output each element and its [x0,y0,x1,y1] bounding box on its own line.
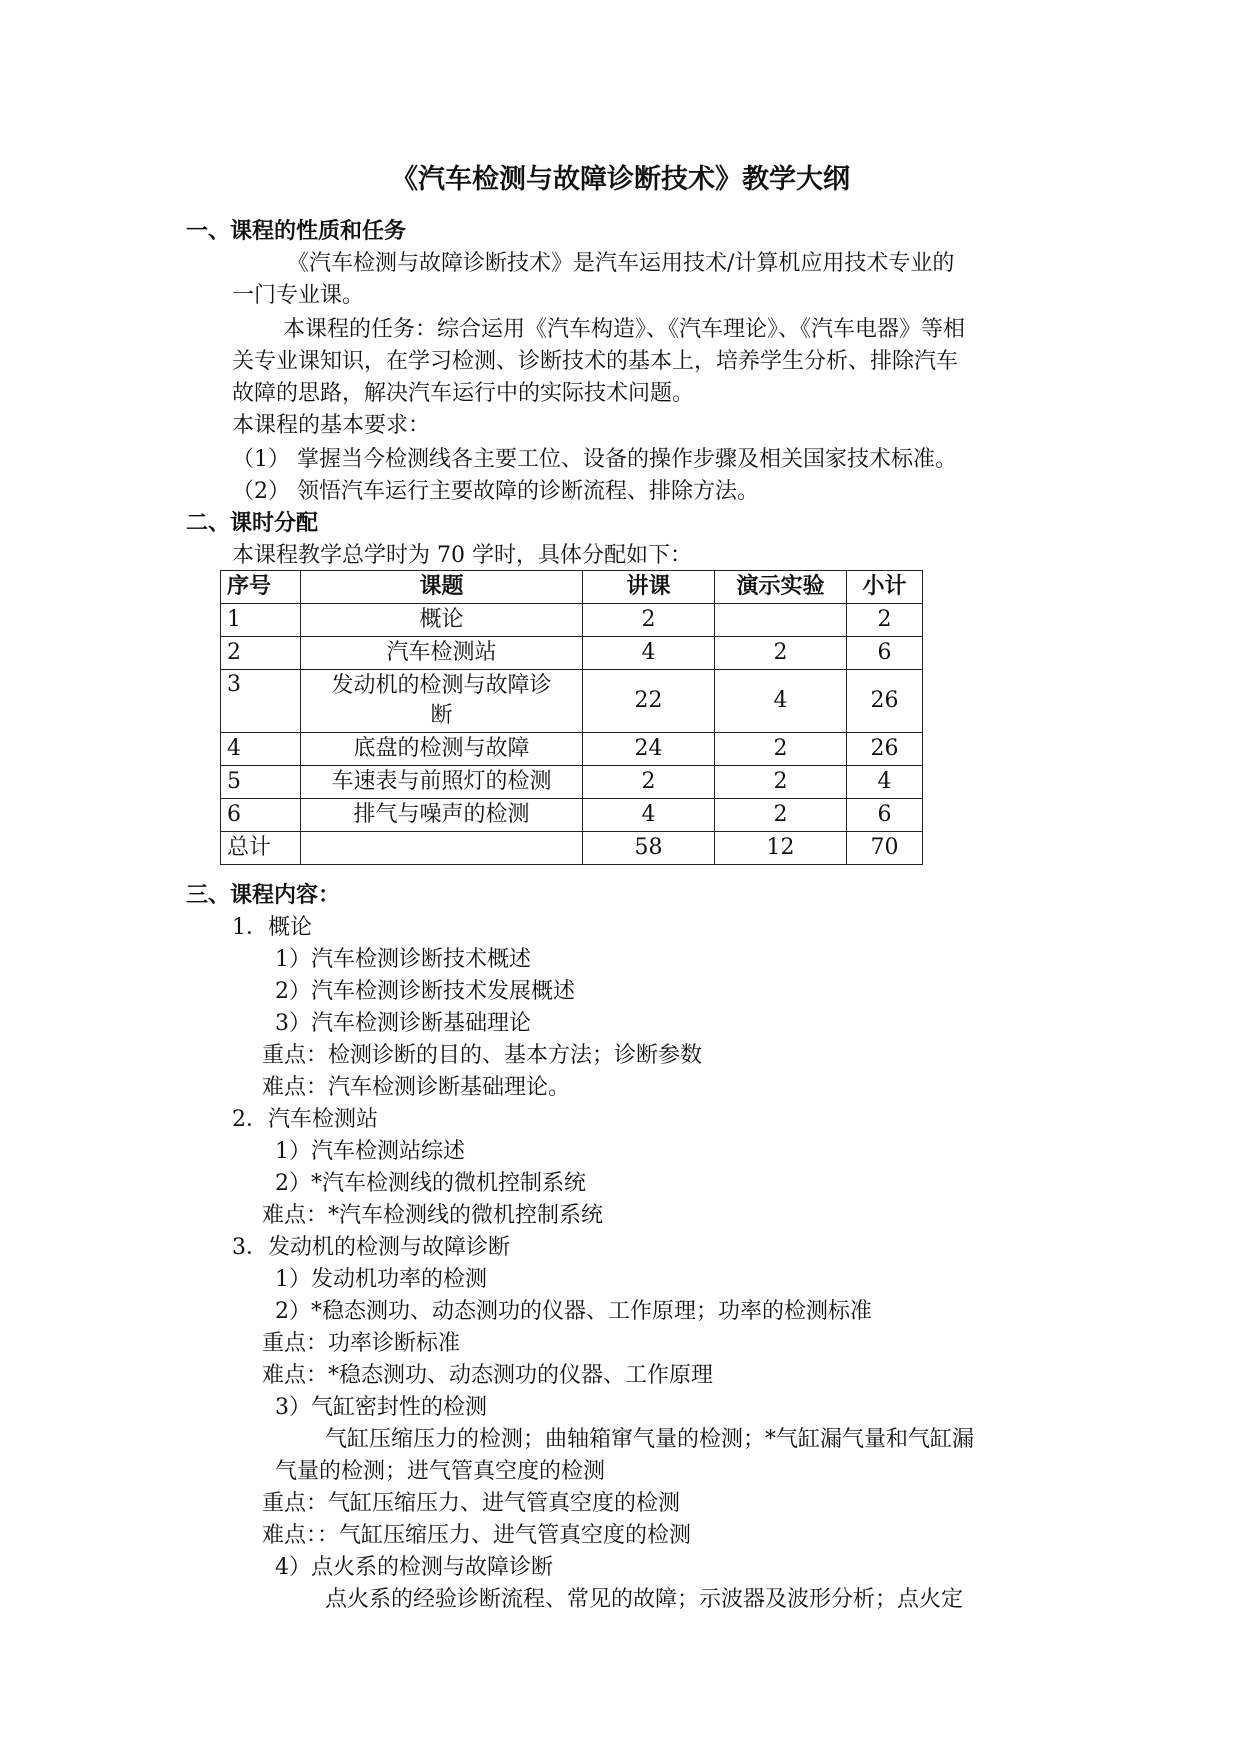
content-line: 难点：汽车检测诊断基础理论。 [262,1075,571,1100]
table-header-cell: 序号 [221,571,301,604]
requirement-item-2: （2） 领悟汽车运行主要故障的诊断流程、排除方法。 [232,479,759,504]
hours-allocation-table [220,570,923,865]
section2-heading: 二、课时分配 [186,511,319,536]
table-cell: 车速表与前照灯的检测 [301,766,583,799]
table-cell: 4 [583,637,715,670]
table-header-cell: 小计 [847,571,923,604]
table-cell: 2 [715,637,847,670]
content-line: 4）点火系的检测与故障诊断 [275,1555,553,1580]
requirement-item-1: （1） 掌握当今检测线各主要工位、设备的操作步骤及相关国家技术标准。 [232,447,957,472]
content-line: 3）气缸密封性的检测 [275,1395,487,1420]
content-line: 重点：气缸压缩压力、进气管真空度的检测 [262,1491,681,1516]
table-cell: 4 [583,799,715,832]
table-cell: 24 [583,733,715,766]
content-line: 难点：*汽车检测线的微机控制系统 [262,1203,604,1228]
table-cell: 58 [583,832,715,865]
section3-heading: 三、课程内容： [186,883,341,908]
table-header-cell: 讲课 [583,571,715,604]
table-cell: 26 [847,670,923,733]
content-line: 气缸压缩压力的检测；曲轴箱窜气量的检测；*气缸漏气量和气缸漏 [325,1427,975,1452]
table-cell [715,604,847,637]
table-cell: 2 [715,799,847,832]
content-line: 点火系的经验诊断流程、常见的故障；示波器及波形分析；点火定 [325,1587,964,1612]
table-header-cell: 演示实验 [715,571,847,604]
table-cell: 概论 [301,604,583,637]
table-row [221,637,923,670]
table-row [221,670,923,733]
content-line: 3．发动机的检测与故障诊断 [232,1235,510,1260]
table-cell: 汽车检测站 [301,637,583,670]
table-total-row [221,832,923,865]
table-cell: 2 [583,766,715,799]
table-cell: 6 [847,637,923,670]
table-header-row [221,571,923,604]
table-row [221,604,923,637]
table-cell: 2 [715,733,847,766]
content-line: 重点：功率诊断标准 [262,1331,461,1356]
content-line: 2）汽车检测诊断技术发展概述 [275,979,575,1004]
content-line: 1）发动机功率的检测 [275,1267,487,1292]
table-cell: 22 [583,670,715,733]
content-line: 1．概论 [232,915,312,940]
table-cell: 5 [221,766,301,799]
table-cell: 2 [221,637,301,670]
table-cell: 底盘的检测与故障 [301,733,583,766]
section1-paragraph1-line2: 一门专业课。 [232,283,365,308]
table-cell: 发动机的检测与故障诊断 [301,670,583,733]
table-cell: 1 [221,604,301,637]
table-cell: 2 [847,604,923,637]
content-line: 2）*汽车检测线的微机控制系统 [275,1171,586,1196]
document-title: 《汽车检测与故障诊断技术》教学大纲 [391,164,850,195]
content-line: 重点：检测诊断的目的、基本方法；诊断参数 [262,1043,703,1068]
table-row [221,766,923,799]
content-line: 难点：*稳态测功、动态测功的仪器、工作原理 [262,1363,714,1388]
table-cell: 2 [583,604,715,637]
table-cell: 6 [221,799,301,832]
table-cell: 6 [847,799,923,832]
content-line: 气量的检测；进气管真空度的检测 [275,1459,606,1484]
table-row [221,799,923,832]
section1-paragraph2-line1: 本课程的任务：综合运用《汽车构造》、《汽车理论》、《汽车电器》等相 [283,317,966,342]
section1-paragraph1-line1: 《汽车检测与故障诊断技术》是汽车运用技术/计算机应用技术专业的 [287,251,955,276]
content-line: 2）*稳态测功、动态测功的仪器、工作原理；功率的检测标准 [275,1299,872,1324]
table-cell: 4 [847,766,923,799]
requirements-title: 本课程的基本要求： [232,413,431,438]
content-line: 1）汽车检测站综述 [275,1139,465,1164]
table-header-cell: 课题 [301,571,583,604]
table-cell: 70 [847,832,923,865]
table-cell: 26 [847,733,923,766]
content-line: 1）汽车检测诊断技术概述 [275,947,531,972]
table-cell: 4 [221,733,301,766]
hours-intro: 本课程教学总学时为 70 学时，具体分配如下： [232,543,692,568]
table-cell: 4 [715,670,847,733]
table-cell: 总计 [221,832,301,865]
table-cell: 2 [715,766,847,799]
table-cell [301,832,583,865]
content-line: 2．汽车检测站 [232,1107,378,1132]
content-line: 3）汽车检测诊断基础理论 [275,1011,531,1036]
table-cell: 12 [715,832,847,865]
section1-paragraph2-line3: 故障的思路，解决汽车运行中的实际技术问题。 [232,381,695,406]
content-line: 难点：：气缸压缩压力、进气管真空度的检测 [262,1523,692,1548]
table-cell: 排气与噪声的检测 [301,799,583,832]
table-row [221,733,923,766]
section1-paragraph2-line2: 关专业课知识，在学习检测、诊断技术的基本上，培养学生分析、排除汽车 [232,349,959,374]
section1-heading: 一、课程的性质和任务 [186,219,407,244]
table-cell: 3 [221,670,301,733]
